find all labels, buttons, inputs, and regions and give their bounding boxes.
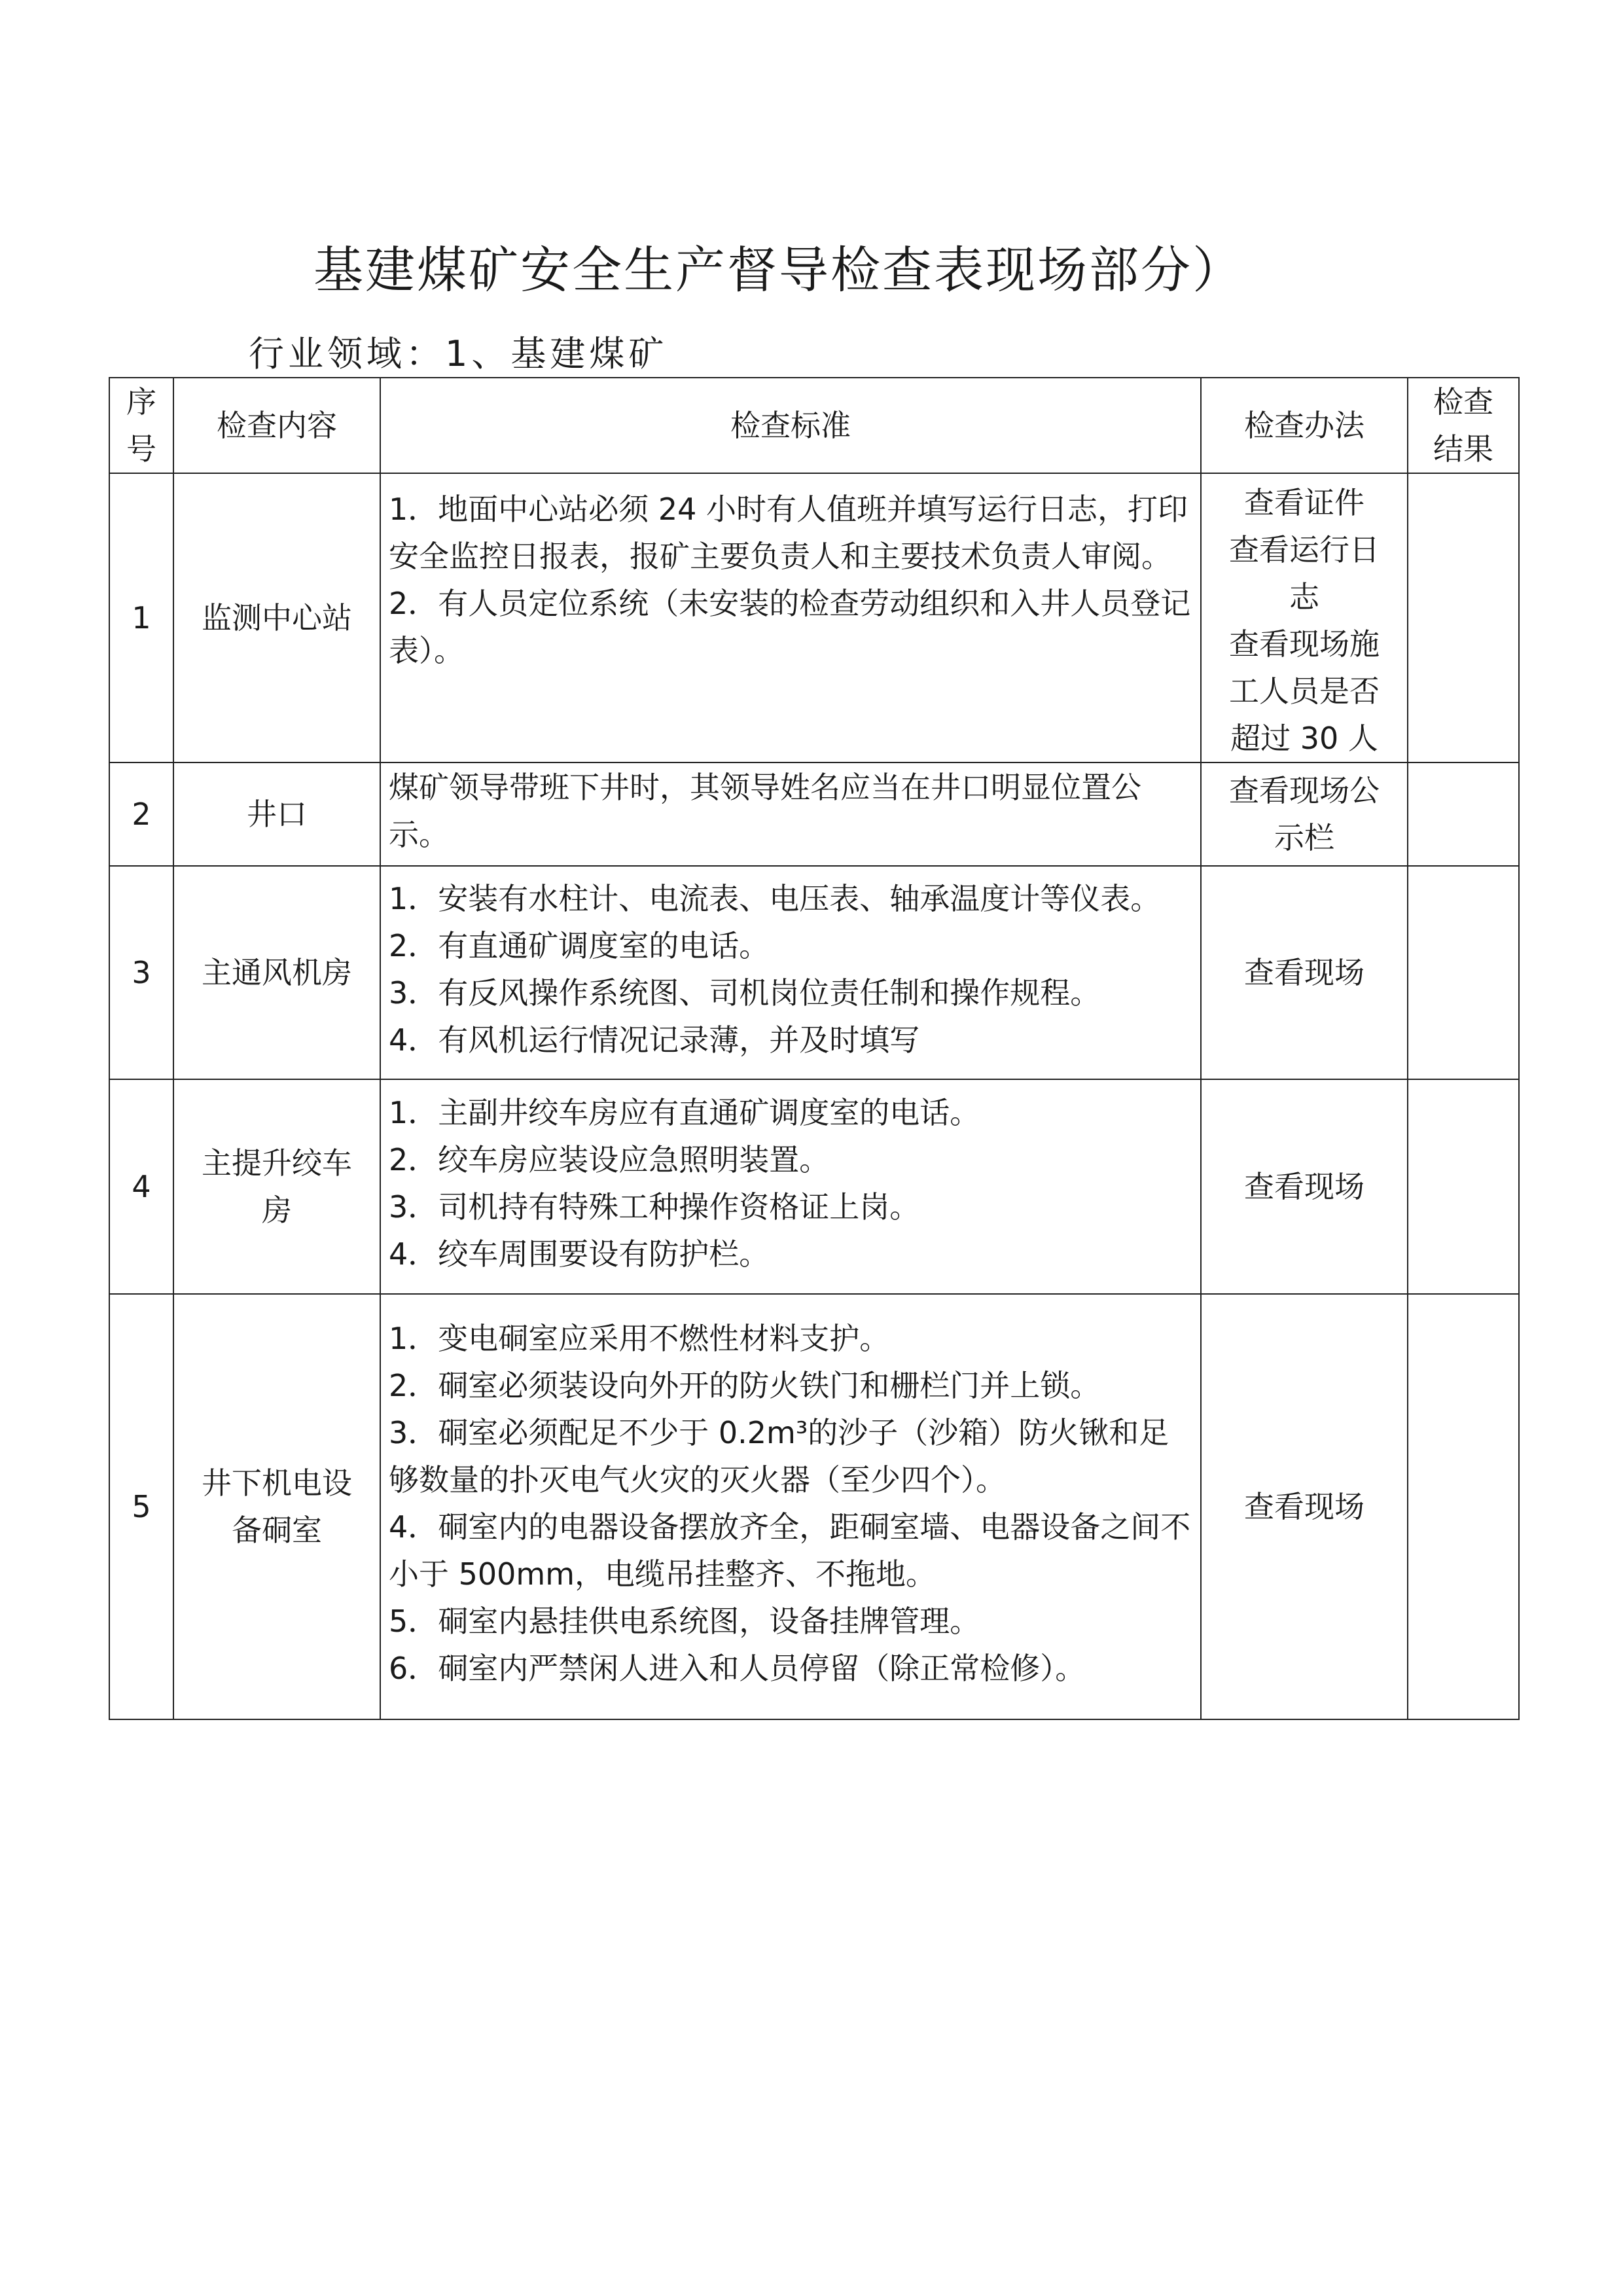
row-seq: 2	[109, 762, 173, 866]
row-result	[1408, 1079, 1519, 1294]
row-content: 监测中心站	[173, 473, 380, 762]
row-standard: 1．安装有水柱计、电流表、电压表、轴承温度计等仪表。 2．有直通矿调度室的电话。 3．有反风操作系统图、司机岗位责任制和操作规程。 4．有风机运行情况记录薄，并及时填写	[380, 866, 1201, 1079]
row-content: 主通风机房	[173, 866, 380, 1079]
row-seq: 4	[109, 1079, 173, 1294]
row-method: 查看现场	[1201, 1079, 1408, 1294]
industry-field: 行业领域：1、基建煤矿	[249, 333, 668, 374]
row-standard: 1．变电硐室应采用不燃性材料支护。 2．硐室必须装设向外开的防火铁门和栅栏门并上锁。 3．硐室必须配足不少于 0.2m³的沙子（沙箱）防火锹和足够数量的扑灭电气火灾的灭火器（至少四个）。 4．硐室内的电器设备摆放齐全，距硐室墙、电器设备之间不小于 500mm，电缆吊挂整齐、不拖地。 5．硐室内悬挂供电系统图，设备挂牌管理。 6．硐室内严禁闲人进入和人员停留（除正常检修）。	[380, 1294, 1201, 1719]
row-method: 查看现场	[1201, 1294, 1408, 1719]
header-method: 检查办法	[1201, 378, 1408, 473]
table-row	[109, 866, 1519, 1079]
row-method: 查看现场	[1201, 866, 1408, 1079]
row-seq: 3	[109, 866, 173, 1079]
row-content: 井口	[173, 762, 380, 866]
row-result	[1408, 473, 1519, 762]
inspection-table	[109, 377, 1520, 1720]
table-row	[109, 762, 1519, 866]
table-header-row	[109, 378, 1519, 473]
header-result: 检查 结果	[1408, 378, 1519, 473]
header-content: 检查内容	[173, 378, 380, 473]
row-result	[1408, 866, 1519, 1079]
row-standard: 1．地面中心站必须 24 小时有人值班并填写运行日志，打印安全监控日报表，报矿主要负责人和主要技术负责人审阅。 2．有人员定位系统（未安装的检查劳动组织和入井人员登记表）。	[380, 473, 1201, 762]
row-content: 井下机电设 备硐室	[173, 1294, 380, 1719]
row-content: 主提升绞车 房	[173, 1079, 380, 1294]
table-row	[109, 1079, 1519, 1294]
row-seq: 5	[109, 1294, 173, 1719]
table-row	[109, 1294, 1519, 1719]
row-result	[1408, 1294, 1519, 1719]
page-title: 基建煤矿安全生产督导检查表现场部分）	[313, 241, 1244, 299]
row-standard: 煤矿领导带班下井时，其领导姓名应当在井口明显位置公示。	[380, 762, 1201, 866]
row-result	[1408, 762, 1519, 866]
table-row	[109, 473, 1519, 762]
row-standard: 1．主副井绞车房应有直通矿调度室的电话。 2．绞车房应装设应急照明装置。 3．司机持有特殊工种操作资格证上岗。 4．绞车周围要设有防护栏。	[380, 1079, 1201, 1294]
header-seq: 序 号	[109, 378, 173, 473]
row-method: 查看证件 查看运行日 志 查看现场施 工人员是否 超过 30 人	[1201, 473, 1408, 762]
header-standard: 检查标准	[380, 378, 1201, 473]
row-method: 查看现场公 示栏	[1201, 762, 1408, 866]
row-seq: 1	[109, 473, 173, 762]
